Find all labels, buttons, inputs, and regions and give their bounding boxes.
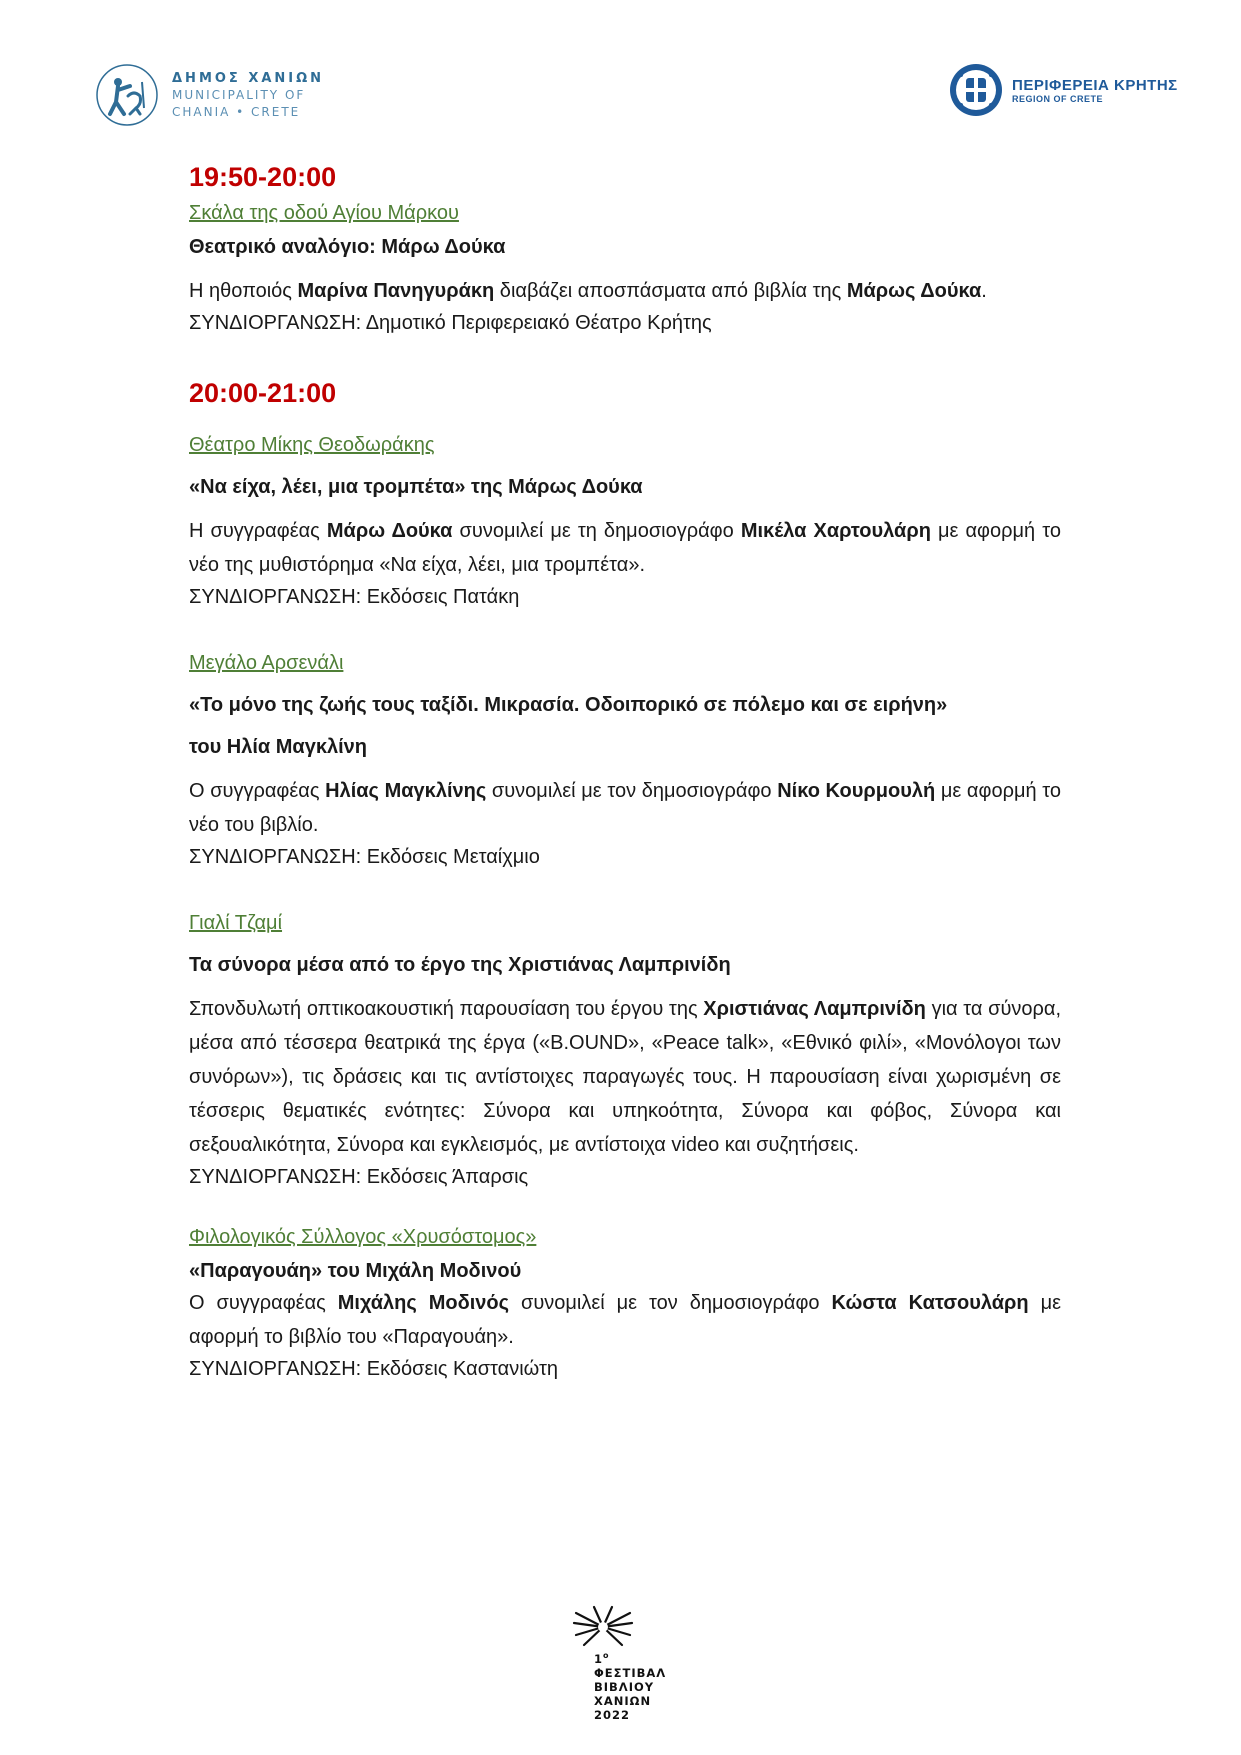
municipality-name-en: MUNICIPALITY OF	[172, 87, 306, 102]
event-title: «Παραγουάη» του Μιχάλη Μοδινού	[189, 1260, 522, 1282]
co-organizer: ΣΥΝΔΙΟΡΓΑΝΩΣΗ: Δημοτικό Περιφερειακό Θέατρο Κρήτης	[189, 312, 712, 334]
venue-link[interactable]: Γιαλί Τζαμί	[189, 912, 283, 934]
venue-link[interactable]: Φιλολογικός Σύλλογος «Χρυσόστομος»	[189, 1226, 537, 1248]
event-description: Ο συγγραφέας Μιχάλης Μοδινός συνομιλεί με τον δημοσιογράφο Κώστα Κατσουλάρη με αφορμή το βιβλίο του «Παραγουάη».	[189, 1292, 1062, 1348]
festival-edition: $1^o$	[594, 1651, 610, 1666]
co-organizer: ΣΥΝΔΙΟΡΓΑΝΩΣΗ: Εκδόσεις Άπαρσις	[189, 1166, 529, 1188]
event-description: Η ηθοποιός Μαρίνα Πανηγυράκη διαβάζει αποσπάσματα από βιβλία της Μάρως Δούκα.	[189, 280, 987, 302]
event-title: «Να είχα, λέει, μια τρομπέτα» της Μάρως Δούκα	[189, 476, 643, 498]
municipality-place: CHANIA • CRETE	[172, 104, 301, 119]
municipality-name: ΔΗΜΟΣ ΧΑΝΙΩΝ	[172, 70, 325, 86]
venue-link[interactable]: Μεγάλο Αρσενάλι	[189, 652, 344, 674]
program-content	[189, 160, 1061, 1384]
co-organizer: ΣΥΝΔΙΟΡΓΑΝΩΣΗ: Εκδόσεις Πατάκη	[189, 586, 520, 608]
co-organizer: ΣΥΝΔΙΟΡΓΑΝΩΣΗ: Εκδόσεις Μεταίχμιο	[189, 846, 540, 868]
festival-name-line2: ΒΙΒΛΙΟΥ	[594, 1679, 655, 1694]
event-title-author: του Ηλία Μαγκλίνη	[189, 736, 368, 758]
venue-link[interactable]: Σκάλα της οδού Αγίου Μάρκου	[189, 202, 459, 224]
event-description: Ο συγγραφέας Ηλίας Μαγκλίνης συνομιλεί με τον δημοσιογράφο Νίκο Κουρμουλή με αφορμή το νέο του βιβλίο.	[189, 780, 1061, 836]
municipality-logo	[94, 60, 324, 130]
municipality-emblem-icon	[94, 62, 160, 128]
event-title: «Το μόνο της ζωής τους ταξίδι. Μικρασία. Οδοιπορικό σε πόλεμο και σε ειρήνη»	[189, 694, 948, 716]
time-slot: 19:50-20:00	[189, 162, 337, 192]
event-title: Θεατρικό αναλόγιο: Μάρω Δούκα	[189, 236, 506, 258]
festival-year: 2022	[594, 1707, 631, 1722]
event-description: Η συγγραφέας Μάρω Δούκα συνομιλεί με τη δημοσιογράφο Μικέλα Χαρτουλάρη με αφορμή το νέο της μυθιστόρημα «Να είχα, λέει, μια τρομπέτα».	[189, 520, 1061, 576]
event-description: Σπονδυλωτή οπτικοακουστική παρουσίαση του έργου της Χριστιάνας Λαμπρινίδη για τα σύνορα, μέσα από τέσσερα θεατρικά της έργα («B.OUND», «Peace talk», «Εθνικό φιλί», «Μονόλογοι των συνόρων»), τις δράσεις και τις αντίστοιχες παραγωγές τους. Η παρουσίαση είναι χωρισμένη σε τέσσερις θεματικές ενότητες: Σύνορα και υπηκοότητα, Σύνορα και φόβος, Σύνορα και σεξουαλικότητα, Σύνορα και εγκλεισμός, με αντίστοιχα video και συζητήσεις.	[189, 998, 1062, 1156]
festival-name-line3: ΧΑΝΙΩΝ	[594, 1693, 652, 1708]
venue-link[interactable]: Θέατρο Μίκης Θεοδωράκης	[189, 434, 435, 456]
festival-starburst-icon	[570, 1605, 636, 1649]
region-logo	[948, 60, 1178, 120]
region-name-en: REGION OF CRETE	[1012, 93, 1104, 104]
co-organizer: ΣΥΝΔΙΟΡΓΑΝΩΣΗ: Εκδόσεις Καστανιώτη	[189, 1358, 559, 1380]
region-name: ΠΕΡΙΦΕΡΕΙΑ ΚΡΗΤΗΣ	[1012, 76, 1178, 94]
region-crest-icon	[948, 62, 1004, 118]
festival-logo	[570, 1605, 680, 1722]
event-title: Τα σύνορα μέσα από το έργο της Χριστιάνας Λαμπρινίδη	[189, 954, 731, 976]
festival-name-line1: ΦΕΣΤΙΒΑΛ	[594, 1665, 667, 1680]
time-slot: 20:00-21:00	[189, 378, 337, 408]
